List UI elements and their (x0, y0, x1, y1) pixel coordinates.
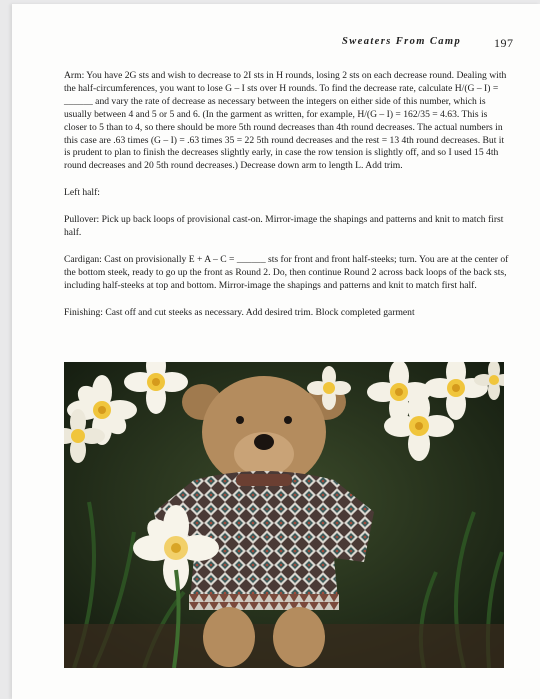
sweater-hem-band (189, 594, 339, 610)
bear-right-eye (284, 416, 292, 424)
running-head: Sweaters From Camp (342, 36, 462, 47)
bear-right-leg (273, 607, 325, 667)
paragraph-left-half: Left half: (64, 187, 100, 199)
paragraph-finishing: Finishing: Cast off and cut steeks as necessary. Add desired trim. Block completed garment (64, 306, 415, 318)
bear-left-eye (236, 416, 244, 424)
paragraph-cardigan: Cardigan: Cast on provisionally E + A – C = ______ sts for front and front half-steeks; turn. You are at the center of the bottom steek, ready to go up the front as Round 2. Do, then continue Round 2 across back loops of the back sts, including half-steeks at top and bottom. Mirror-image the shapings and patterns and knit to match first half. (64, 253, 509, 291)
page-header (342, 36, 514, 50)
sweater-collar (236, 474, 292, 486)
teddy-bear-photo (64, 362, 504, 668)
body-text (64, 70, 512, 334)
paragraph-pullover: Pullover: Pick up back loops of provisional cast-on. Mirror-image the shapings and patterns and knit to match first half. (64, 214, 504, 239)
book-page (12, 4, 540, 699)
page-number: 197 (494, 36, 514, 50)
bear-left-leg (203, 607, 255, 667)
bear-nose (254, 434, 274, 450)
paragraph-arm: Arm: You have 2G sts and wish to decrease to 2I sts in H rounds, losing 2 sts on each decrease round. Dealing with the half-circumferences, you want to lose G – I sts over H rounds. To find the decrease rate, calculate H/(G – I) = ______ and vary the rate of decrease as necessary between the integers on either side of this number, which is usually between 4 and 5 or 5 and 6. (In the garment as written, for example, H/(G – I) = 162/35 = 4.63. This is closer to 5 than to 4, so there should be more 5th round decreases than 4th round decreases. The actual numbers in this case are .63 times (G – I) = .63 times 35 = 22 5th round decreases and the rest = 13 4th round decreases. But it is prudent to plan to finish the decreases slightly early, in case the row tension is slightly off, and so I used 15 4th round decreases and 20 5th round decreases.) Decrease down arm to length L. Add trim. (64, 70, 507, 172)
